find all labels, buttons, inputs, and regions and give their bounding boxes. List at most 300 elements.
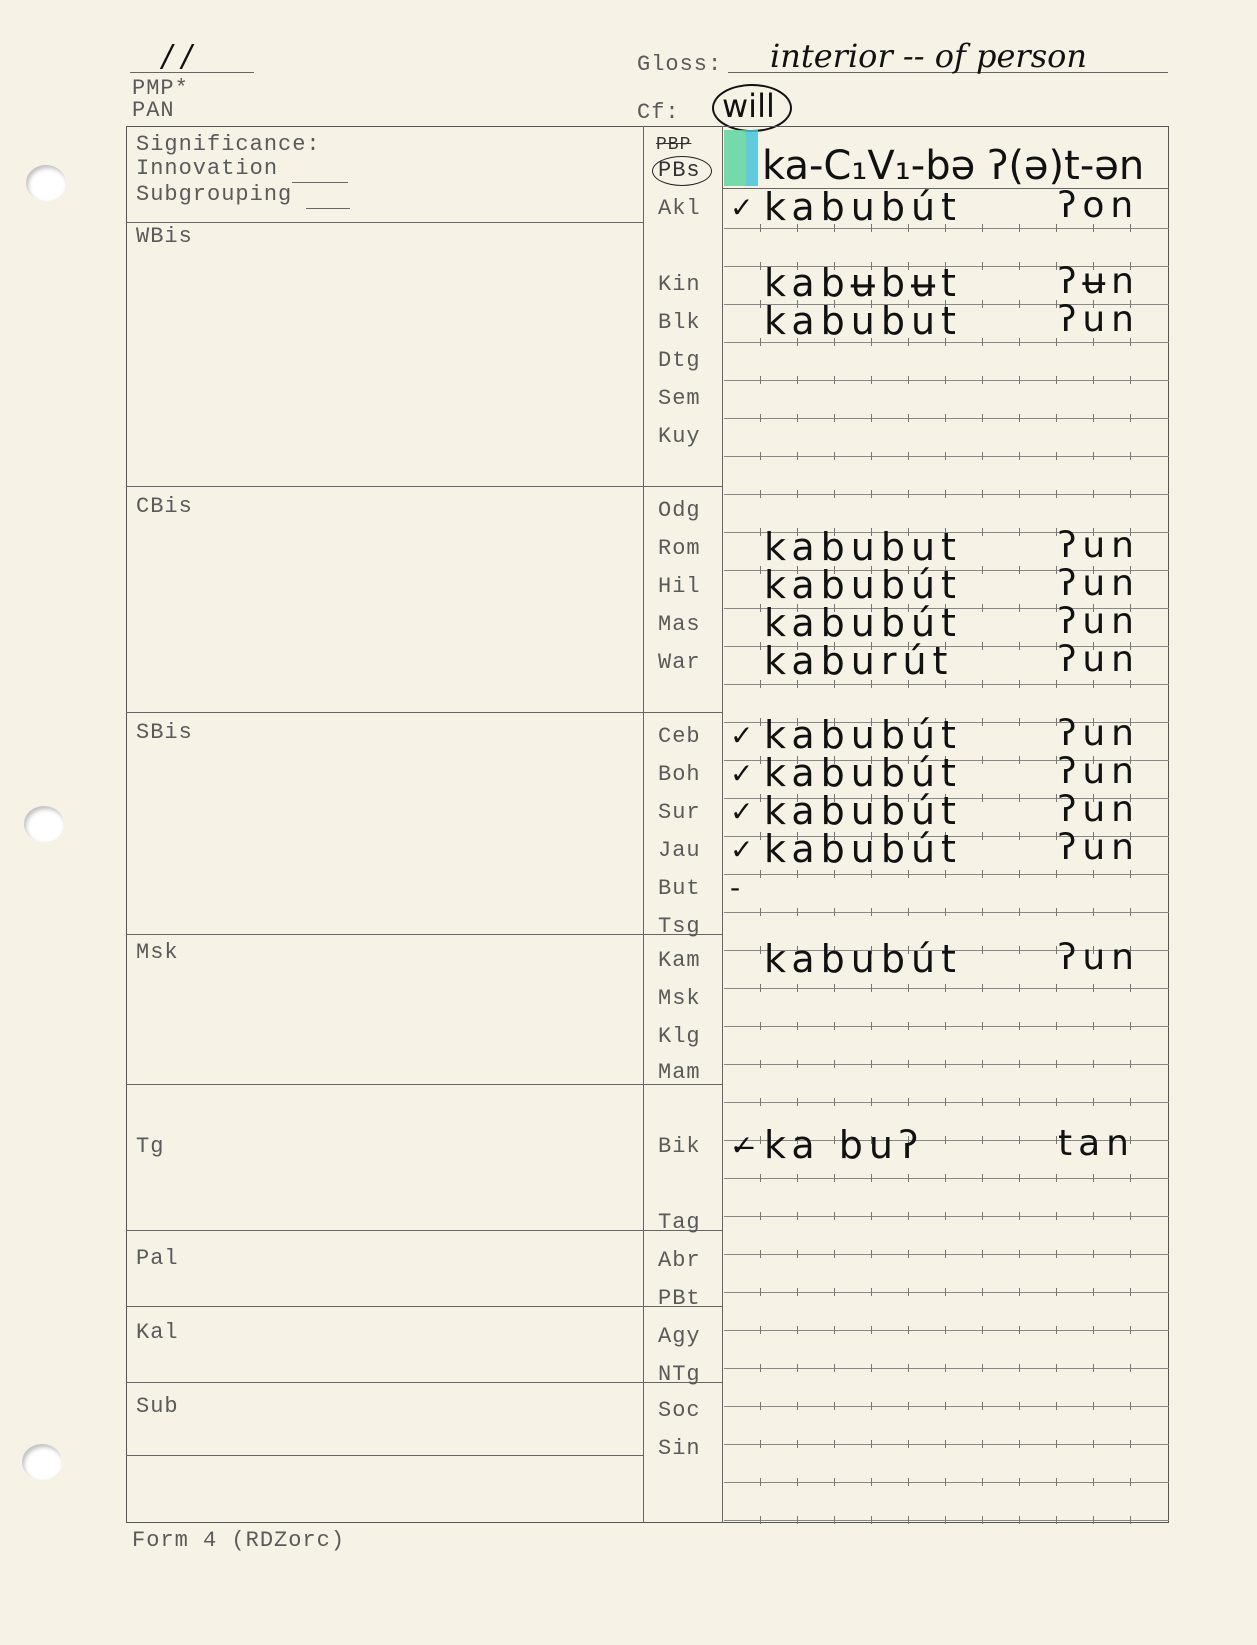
lang-column-divider [722,126,723,1523]
entry-line-tick [834,376,835,384]
subgrouping-label: Subgrouping [136,182,293,207]
entry-line-tick [797,1212,798,1220]
entry-line-tick [760,832,761,840]
entry-line-tick [834,1060,835,1068]
entry-line-tick [1056,1478,1057,1486]
entry-line-tick [871,414,872,422]
entry-line-tick [1019,452,1020,460]
section-divider [126,712,722,713]
section-divider [126,934,722,935]
significance-title: Significance: [136,132,321,157]
section-divider [126,1306,722,1307]
cognate-suffix: ʔon [1058,185,1140,226]
entry-line-tick [797,1250,798,1258]
entry-line-tick [871,1516,872,1524]
form-frame [126,126,1169,1523]
entry-line-tick [908,1478,909,1486]
entry-line-tick [1130,376,1131,384]
entry-line-tick [760,1022,761,1030]
entry-line [724,456,1169,457]
entry-line-tick [760,1136,761,1144]
entry-line-tick [945,1212,946,1220]
entry-line-tick [1130,1288,1131,1296]
entry-line-tick [982,262,983,270]
entry-line-tick [797,1288,798,1296]
entry-line-tick [908,414,909,422]
language-label-ceb: Ceb [658,724,701,749]
entry-line-tick [871,870,872,878]
entry-line-tick [908,490,909,498]
entry-line-tick [797,984,798,992]
cognate-suffix: ʔun [1058,937,1141,978]
entry-line-tick [945,908,946,916]
highlight-blue [746,130,758,186]
language-label-sin: Sin [658,1436,701,1461]
entry-line-tick [945,1022,946,1030]
section-label-msk: Msk [136,940,179,965]
entry-line-tick [1093,1060,1094,1068]
section-label-tg: Tg [136,1134,165,1159]
entry-line-tick [1093,1212,1094,1220]
entry-line-tick [797,490,798,498]
language-label-tsg: Tsg [658,914,701,939]
entry-line-tick [1019,1440,1020,1448]
entry-line-tick [834,414,835,422]
entry-line-tick [982,490,983,498]
cognate-stem: kabubut [764,525,962,569]
entry-line-tick [982,718,983,726]
cognate-stem: kabubút [764,185,962,229]
entry-line-tick [982,1402,983,1410]
entry-line-tick [834,1098,835,1106]
entry-line-tick [834,908,835,916]
entry-line-tick [1019,604,1020,612]
entry-line-tick [1056,490,1057,498]
entry-line-tick [797,1364,798,1372]
entry-line-tick [1056,794,1057,802]
entry-line-tick [1019,908,1020,916]
entry-line-tick [1130,1516,1131,1524]
entry-line-tick [760,300,761,308]
entry-line-tick [1056,1364,1057,1372]
entry-line-tick [797,1478,798,1486]
entry-line-tick [834,1364,835,1372]
entry-line-tick [1019,756,1020,764]
cf-value: will [722,87,775,125]
cognate-stem: kabubut [764,299,962,343]
entry-line-tick [982,338,983,346]
entry-line-tick [982,1288,983,1296]
entry-line-tick [1093,490,1094,498]
entry-line-tick [797,1326,798,1334]
entry-line-tick [834,1212,835,1220]
entry-line-tick [1093,1098,1094,1106]
innovation-label: Innovation [136,156,279,181]
entry-line-tick [797,376,798,384]
entry-line-tick [1130,680,1131,688]
entry-line-tick [797,1022,798,1030]
entry-line-tick [1130,1402,1131,1410]
entry-line-tick [908,1326,909,1334]
section-label-wbis: WBis [136,224,193,249]
entry-line-tick [1056,680,1057,688]
entry-line-tick [1093,1440,1094,1448]
entry-line-tick [1056,1022,1057,1030]
entry-line [724,1178,1169,1179]
language-label-jau: Jau [658,838,701,863]
entry-line-tick [1019,262,1020,270]
proto-label: PBs [658,158,701,183]
entry-line-tick [760,1364,761,1372]
language-label-blk: Blk [658,310,701,335]
entry-line-tick [1056,300,1057,308]
entry-line-tick [982,1326,983,1334]
entry-line-tick [945,1478,946,1486]
gloss-label: Gloss: [637,52,723,77]
entry-line-tick [945,1098,946,1106]
entry-line-tick [1093,1516,1094,1524]
cognate-stem: kabubút [764,789,962,833]
entry-line-tick [908,1250,909,1258]
entry-line-tick [1019,528,1020,536]
entry-line-tick [760,1212,761,1220]
entry-line-tick [1019,984,1020,992]
entry-line-tick [1019,794,1020,802]
entry-line-tick [908,1516,909,1524]
entry-line-tick [982,1516,983,1524]
entry-line-tick [1056,1288,1057,1296]
entry-line-tick [760,870,761,878]
entry-line-tick [760,1326,761,1334]
entry-line-tick [1056,1060,1057,1068]
entry-line-tick [871,1288,872,1296]
cf-label: Cf: [637,100,680,125]
cognate-stem: kabubút [764,563,962,607]
language-label-kin: Kin [658,272,701,297]
entry-line-tick [1093,376,1094,384]
entry-line-tick [982,870,983,878]
entry-line-tick [982,300,983,308]
entry-line [724,1292,1169,1293]
highlight-green [724,130,746,186]
entry-line-tick [760,642,761,650]
entry-line-tick [982,1136,983,1144]
entry-line-tick [945,1288,946,1296]
entry-line-tick [982,984,983,992]
entry-line-tick [1019,1212,1020,1220]
pan-label: PAN [132,98,175,123]
section-label-sub: Sub [136,1394,179,1419]
entry-line-tick [1056,262,1057,270]
entry-line-tick [871,490,872,498]
entry-line [724,1368,1169,1369]
entry-line [724,1520,1169,1521]
entry-line-tick [1056,908,1057,916]
entry-line-tick [1130,1326,1131,1334]
language-label-klg: Klg [658,1024,701,1049]
entry-line-tick [1056,1250,1057,1258]
entry-line-tick [760,984,761,992]
check-mark: ✓ [730,833,754,866]
section-divider [126,1084,722,1085]
entry-line [724,1026,1169,1027]
entry-line-tick [982,224,983,232]
cognate-suffix: ʔun [1058,713,1141,754]
cognate-stem: kabubút [764,827,962,871]
language-label-sem: Sem [658,386,701,411]
section-divider [126,1455,643,1456]
entry-line-tick [1019,1098,1020,1106]
entry-line-tick [908,984,909,992]
entry-line-tick [1056,946,1057,954]
entry-line-tick [797,1098,798,1106]
entry-line-tick [760,604,761,612]
entry-line [724,1406,1169,1407]
language-label-pbt: PBt [658,1286,701,1311]
entry-line-tick [834,1516,835,1524]
entry-line-tick [871,1402,872,1410]
entry-line-tick [1056,1174,1057,1182]
entry-line-tick [982,1060,983,1068]
entry-line-tick [760,1402,761,1410]
entry-line-tick [945,984,946,992]
entry-line [724,874,1169,875]
entry-line-tick [797,1060,798,1068]
language-label-boh: Boh [658,762,701,787]
entry-line-tick [1130,1364,1131,1372]
entry-line-tick [871,1250,872,1258]
entry-line-tick [871,1174,872,1182]
entry-line-tick [982,452,983,460]
entry-line-tick [871,1364,872,1372]
entry-line-tick [1093,414,1094,422]
section-divider [126,486,722,487]
entry-line [724,684,1169,685]
entry-line-tick [760,1098,761,1106]
entry-line-tick [908,908,909,916]
entry-line-tick [871,1326,872,1334]
entry-line-tick [1130,490,1131,498]
entry-line-tick [1019,1478,1020,1486]
entry-line-tick [760,1174,761,1182]
entry-line-tick [1056,338,1057,346]
language-label-abr: Abr [658,1248,701,1273]
entry-line-tick [908,1212,909,1220]
entry-line-tick [1056,452,1057,460]
entry-line-tick [1019,1288,1020,1296]
entry-line [724,1102,1169,1103]
cognate-stem: kabubút [764,601,962,645]
language-label-soc: Soc [658,1398,701,1423]
entry-line-tick [1130,1022,1131,1030]
entry-line-tick [834,1402,835,1410]
entry-line-tick [760,528,761,536]
entry-line [724,418,1169,419]
entry-line-tick [1093,1326,1094,1334]
entry-line-tick [797,414,798,422]
entry-line-tick [908,1402,909,1410]
entry-line-tick [945,1250,946,1258]
entry-line-tick [1130,414,1131,422]
entry-line-tick [1019,224,1020,232]
cognate-stem: kabʉbʉt [764,261,962,305]
section-divider [126,1230,722,1231]
entry-line-tick [1093,908,1094,916]
entry-line-tick [760,1440,761,1448]
language-label-agy: Agy [658,1324,701,1349]
entry-line-tick [1056,1212,1057,1220]
left-column-divider [643,126,644,1523]
check-mark: ✓ [730,719,754,752]
entry-line-tick [908,1288,909,1296]
entry-line-tick [760,376,761,384]
language-label-odg: Odg [658,498,701,523]
entry-line-tick [834,1250,835,1258]
entry-line-tick [908,1174,909,1182]
entry-line-tick [797,452,798,460]
entry-line-tick [834,1174,835,1182]
cognate-suffix: ʔun [1058,601,1141,642]
entry-line-tick [871,984,872,992]
check-mark: - [730,871,741,904]
binder-hole-middle [24,806,64,842]
entry-line-tick [1019,870,1020,878]
entry-line-tick [760,946,761,954]
entry-line-tick [982,946,983,954]
cognate-stem: ka buʔ [764,1123,925,1167]
cognate-stem: kabubút [764,713,962,757]
entry-line-tick [982,680,983,688]
entry-line-tick [982,604,983,612]
entry-line-tick [945,1174,946,1182]
entry-line [724,1064,1169,1065]
entry-line-tick [982,1478,983,1486]
entry-line-tick [1130,1098,1131,1106]
cognate-stem: kabubút [764,751,962,795]
entry-line-tick [945,1516,946,1524]
language-label-rom: Rom [658,536,701,561]
entry-line-tick [945,1326,946,1334]
entry-line-tick [945,1136,946,1144]
entry-line-tick [871,1478,872,1486]
cognate-suffix: ʔʉn [1058,261,1141,302]
entry-line-tick [871,1060,872,1068]
entry-line-tick [1056,1098,1057,1106]
entry-line-tick [1056,528,1057,536]
entry-line-tick [1130,1060,1131,1068]
language-label-kam: Kam [658,948,701,973]
language-label-bik: Bik [658,1134,701,1159]
entry-line-tick [834,984,835,992]
entry-line-tick [1019,1402,1020,1410]
entry-line-tick [871,908,872,916]
cognate-stem: kaburút [764,639,954,683]
entry-line-tick [1019,338,1020,346]
entry-line-tick [1019,490,1020,498]
cognate-suffix: ʔun [1058,827,1141,868]
entry-line-tick [1056,1516,1057,1524]
cognate-suffix: ʔun [1058,563,1141,604]
entry-line-tick [982,528,983,536]
entry-line-tick [945,376,946,384]
entry-line-tick [834,870,835,878]
entry-line-tick [1130,1250,1131,1258]
entry-line-tick [1056,642,1057,650]
entry-line-tick [760,756,761,764]
reconstruction-form: ka-C₁V₁-bə ʔ(ə)t-ən [762,143,1145,189]
entry-line-tick [1093,680,1094,688]
entry-line-tick [1093,1402,1094,1410]
entry-line-tick [945,1364,946,1372]
entry-line [724,494,1169,495]
entry-line-tick [1019,376,1020,384]
entry-line-tick [1056,1402,1057,1410]
entry-line-tick [945,870,946,878]
entry-line-tick [1019,1364,1020,1372]
entry-line-tick [1130,908,1131,916]
language-label-but: But [658,876,701,901]
entry-line-tick [760,452,761,460]
language-label-msk: Msk [658,986,701,1011]
entry-line-tick [1130,1174,1131,1182]
entry-line-tick [797,1516,798,1524]
entry-line-tick [760,1288,761,1296]
entry-line-tick [1056,1136,1057,1144]
entry-line-tick [1056,376,1057,384]
entry-line-tick [982,908,983,916]
entry-line-tick [1019,1174,1020,1182]
entry-line-tick [1019,718,1020,726]
entry-line-tick [945,452,946,460]
section-label-sbis: SBis [136,720,193,745]
entry-line-tick [871,1212,872,1220]
entry-line-tick [760,680,761,688]
entry-line-tick [908,870,909,878]
section-divider [126,1382,722,1383]
struck-proto-label: PBP [656,135,692,155]
check-mark: ✓̶ [730,1129,754,1162]
entry-line [724,912,1169,913]
innovation-blank [292,182,348,183]
entry-line-tick [1019,1136,1020,1144]
entry-line-tick [797,908,798,916]
entry-line-tick [871,1098,872,1106]
entry-line-tick [982,566,983,574]
entry-line-tick [1093,870,1094,878]
entry-line-tick [797,1402,798,1410]
entry-line-tick [908,1022,909,1030]
cognate-stem: kabubút [764,937,962,981]
entry-line-tick [1019,680,1020,688]
entry-line-tick [1093,984,1094,992]
entry-line-tick [1056,756,1057,764]
entry-line-tick [945,1060,946,1068]
entry-line-tick [1019,642,1020,650]
entry-line [724,988,1169,989]
entry-line-tick [1093,1250,1094,1258]
entry-line-tick [945,1440,946,1448]
entry-line-tick [760,1060,761,1068]
entry-line-tick [1130,984,1131,992]
section-label-kal: Kal [136,1320,179,1345]
entry-line-tick [982,1212,983,1220]
entry-line-tick [982,756,983,764]
entry-line-tick [760,794,761,802]
entry-line [724,1444,1169,1445]
entry-line-tick [1019,1326,1020,1334]
entry-line-tick [1130,1478,1131,1486]
significance-bottom-line [126,222,643,223]
